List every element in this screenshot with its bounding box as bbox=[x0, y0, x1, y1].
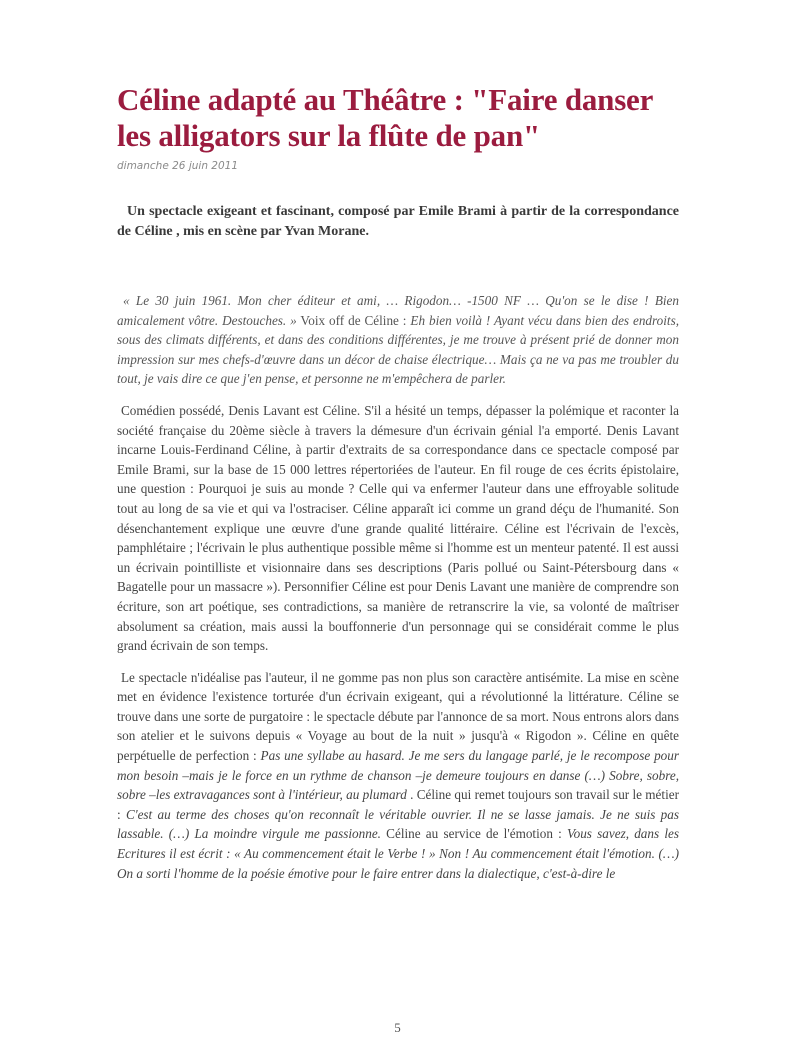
p2-text-2: . Céline qui remet toujours son travail sur le métier : bbox=[117, 787, 679, 822]
article-lead: Un spectacle exigeant et fascinant, composé par Emile Brami à partir de la correspondance de Céline , mis en scène par Yvan Morane. bbox=[117, 204, 679, 239]
p2-citation-3: Vous savez, dans les Ecritures il est écrit : « Au commencement était le Verbe ! » Non ! Au commencement était l'émotion. (…) On a sorti l'homme de la poésie émotive pour le faire entrer dans la dialectique, c'est-à-dire le bbox=[117, 826, 679, 881]
p2-text-3: Céline au service de l'émotion : bbox=[380, 826, 568, 842]
opening-quote bbox=[117, 291, 679, 389]
p2-citation-2: C'est au terme des choses qu'on reconnaît le véritable ouvrier. Il ne se lasse jamais. Je ne suis pas lassable. (…) La moindre virgule me passionne. bbox=[117, 806, 679, 842]
quote-letter: « Le 30 juin 1961. Mon cher éditeur et ami, … Rigodon… -1500 NF … Qu'on se le dise ! Bien amicalement vôtre. Destouches. » bbox=[117, 293, 679, 328]
p2-text-1: Le spectacle n'idéalise pas l'auteur, il ne gomme pas non plus son caractère antisémite. La mise en scène met en évidence l'existence torturée d'un écrivain exigeant, qui a révolutionné la littérature. Céline se trouve dans une sorte de purgatoire : le spectacle débute par l'annonce de sa mort. Nous entrons alors dans son atelier et le suivons depuis « Voyage au bout de la nuit » jusqu'à « Rigodon ». Céline en quête perpétuelle de perfection : bbox=[117, 669, 679, 764]
article-date: dimanche 26 juin 2011 bbox=[117, 160, 239, 172]
article bbox=[117, 82, 679, 883]
body-paragraph-1: Comédien possédé, Denis Lavant est Céline. S'il a hésité un temps, dépasser la polémique et raconter la société française du 20ème siècle à travers la démesure d'un écrivain génial l'a emporté. Denis Lavant incarne Louis-Ferdinand Céline, à partir d'extraits de sa correspondance dans ce spectacle composé par Emile Brami, sur la base de 15 000 lettres répertoriées de l'auteur. En fil rouge de ces écrits épistolaire, une question : Pourquoi je suis au monde ? Celle qui va enfermer l'auteur dans une effroyable solitude tout au long de sa vie et qui va l'ostraciser. Céline apparaît ici comme un grand déçu de l'humanité. Son désenchantement explique une œuvre d'une grande qualité littéraire. Céline est l'écrivain de l'excès, pamphlétaire ; l'écrivain le plus authentique possible même si l'homme est un menteur patenté. Il est aussi un écrivain pointilliste et visionnaire dans ses descriptions (Paris pollué ou Saint-Pétersbourg dans « Bagatelle pour un massacre »). Personnifier Céline est pour Denis Lavant une manière de comprendre son écriture, son art poétique, ses contradictions, sa manière de retranscrire la vie, sa volonté de maîtriser absolument sa création, mais aussi la bouffonnerie d'un personnage qui se considérait comme le plus grand écrivain de son temps. bbox=[117, 402, 679, 654]
p2-citation-1: Pas une syllabe au hasard. Je me sers du langage parlé, je le recompose pour mon besoin –mais je le force en un rythme de chanson –je demeure toujours en danse (…) Sobre, sobre, sobre –les extravagances sont à l'intérieur, au plumard bbox=[117, 748, 679, 803]
quote-voiceover-label: Voix off de Céline : bbox=[296, 312, 411, 328]
quote-voiceover: Eh bien voilà ! Ayant vécu dans bien des endroits, sous des climats différents, et dans des conditions différentes, je me trouve à présent prié de donner mon impression sur mes chefs-d'œuvre dans un décor de chaise électrique… Mais ça ne va pas me troubler du tout, je vais dire ce que j'en pense, et personne ne m'empêchera de parler. bbox=[117, 312, 680, 387]
article-title: Céline adapté au Théâtre : "Faire danser les alligators sur la flûte de pan" bbox=[117, 82, 653, 153]
body-paragraph-2 bbox=[117, 668, 679, 884]
page-number: 5 bbox=[394, 1020, 401, 1035]
